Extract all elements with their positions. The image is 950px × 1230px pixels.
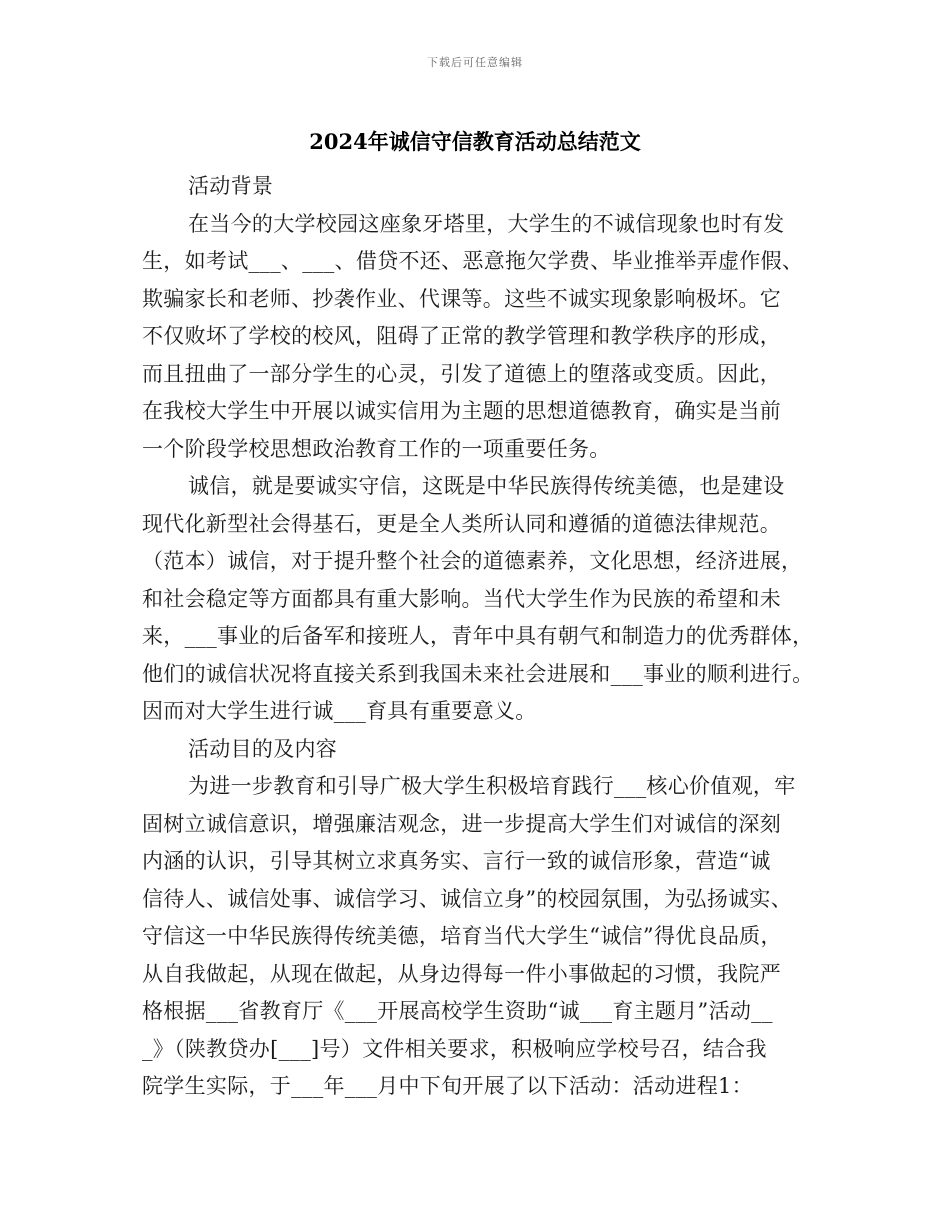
paragraph-line: 院学生实际，于___年___月中下旬开展了以下活动：活动进程1：: [142, 1074, 753, 1098]
paragraph-line: 在我校大学生中开展以诚实信用为主题的思想道德教育，确实是当前: [142, 399, 781, 423]
paragraph-line: 为进一步教育和引导广极大学生积极培育践行___核心价值观，牢: [188, 774, 796, 798]
paragraph-line: 在当今的大学校园这座象牙塔里，大学生的不诚信现象也时有发: [188, 211, 785, 236]
paragraph-line: 内涵的认识，引导其树立求真务实、言行一致的诚信形象，营造“诚: [142, 849, 771, 873]
paragraph-line: 不仅败坏了学校的校风，阻碍了正常的教学管理和教学秩序的形成，: [142, 324, 781, 348]
paragraph-line: 欺骗家长和老师、抄袭作业、代课等。这些不诚实现象影响极坏。它: [142, 286, 781, 311]
paragraph-line: 因而对大学生进行诚___育具有重要意义。: [142, 699, 537, 723]
paragraph-line: _》（陕教贷办[___]号）文件相关要求，积极响应学校号召，结合我: [142, 1036, 767, 1061]
paragraph-line: 来，___事业的后备军和接班人，青年中具有朝气和制造力的优秀群体，: [142, 624, 814, 648]
paragraph-line: 格根据___省教育厅《___开展高校学生资助“诚___育主题月”活动__: [142, 999, 773, 1023]
paragraph-line: 他们的诚信状况将直接关系到我国未来社会进展和___事业的顺利进行。: [142, 661, 814, 686]
paragraph-line: 从自我做起，从现在做起，从身边得每一件小事做起的习惯，我院严: [142, 961, 781, 986]
paragraph-line: （范本）诚信，对于提升整个社会的道德素养，文化思想，经济进展，: [142, 549, 803, 573]
paragraph-line: 现代化新型社会得基石，更是全人类所认同和遵循的道德法律规范。: [142, 511, 781, 536]
paragraph-line: 诚信，就是要诚实守信，这既是中华民族得传统美德，也是建设: [188, 474, 785, 498]
paragraph-line: 生，如考试___、___、借贷不还、恶意拖欠学费、毕业推举弄虚作假、: [142, 249, 804, 273]
paragraph-line: 而且扭曲了一部分学生的心灵，引发了道德上的堕落或变质。因此，: [142, 361, 781, 386]
document-body: [142, 168, 824, 1106]
paragraph-line: 固树立诚信意识，增强廉洁观念，进一步提高大学生们对诚信的深刻: [142, 811, 781, 836]
header-note: 下载后可任意编辑: [427, 56, 523, 69]
paragraph-line: 和社会稳定等方面都具有重大影响。当代大学生作为民族的希望和未: [142, 586, 781, 611]
paragraph-line: 守信这一中华民族得传统美德，培育当代大学生“诚信”得优良品质，: [142, 924, 782, 948]
section-heading-purpose: 活动目的及内容: [188, 736, 338, 761]
document-title: 2024年诚信守信教育活动总结范文: [309, 129, 641, 154]
section-heading-background: 活动背景: [188, 174, 274, 198]
paragraph-line: 一个阶段学校思想政治教育工作的一项重要任务。: [142, 436, 611, 461]
paragraph-line: 信待人、诚信处事、诚信学习、诚信立身”的校园氛围，为弘扬诚实、: [142, 886, 793, 911]
